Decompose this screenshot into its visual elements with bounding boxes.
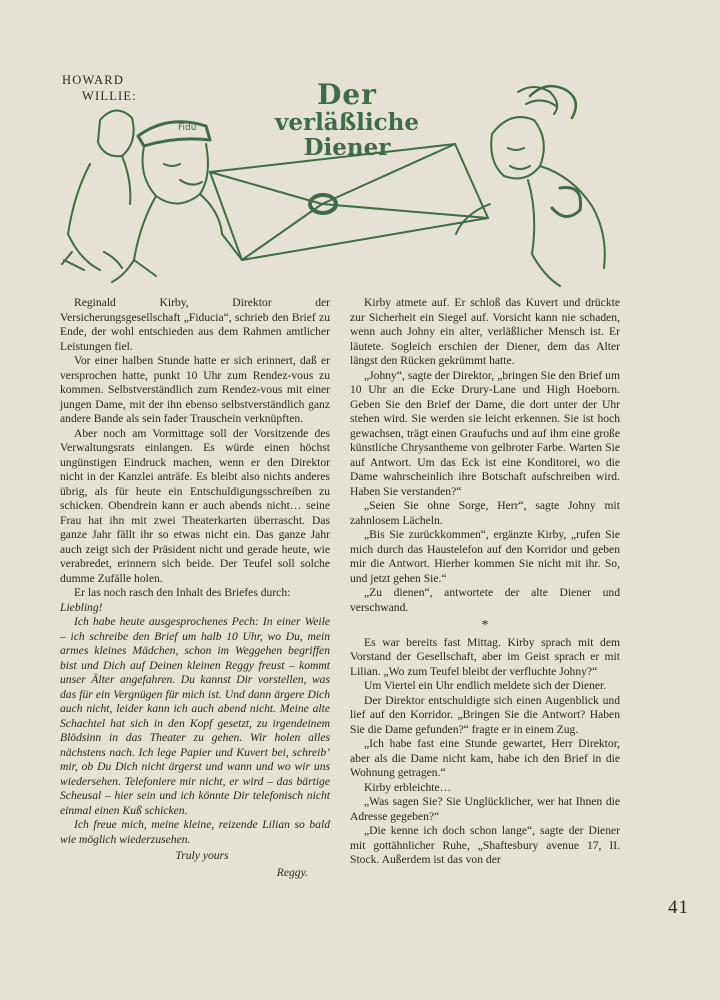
paragraph: Es war bereits fast Mittag. Kirby sprach mit dem Vorstand der Gesellschaft, aber im Geist sprach er mit Lilian. „Wo zum Teufel bleibt der verfluchte Johny?“ [350,635,620,678]
direktor-figure-icon [62,110,134,270]
left-column [60,296,330,880]
paragraph: Vor einer halben Stunde hatte er sich erinnert, daß er versprochen hatte, punkt 10 Uhr zum Rendez-vous zu kommen. Selbstverständlich zum Rendez-vous mit einer jungen Dame, mit der ihn ebenso selbstverständlich ganz andere Bande als sein fader Trauschein verknüpften. [60,354,330,425]
paragraph: „Ich habe fast eine Stunde gewartet, Herr Direktor, aber als die Dame nicht kam, habe ich den Brief in die Wohnung getragen.“ [350,737,620,779]
title-line-2: verläßliche Diener [274,109,420,161]
letter-paragraph: Ich habe heute ausgesprochenes Pech: In einer Weile – ich schreibe den Brief um halb 10 Uhr, wo Du, mein armes kleines Mädchen, schon im Weggehen begriffen bist und Dich auf Deinen kleinen Reggy freust – kommt unser Älter angefahren. Du kannst Dir vorstellen, was das für ein Vergnügen für mich ist. Und dann ärgere Dich auch nicht, leider kann ich auch abend nicht. Meine alte Schachtel hat sich in den Kopf gesetzt, zu irgendeinem Blödsinn in das Theater zu gehen. Wir holen alles nächstens nach. Ich lege Papier und Kuvert bei, schreib’ mir, ob Du Dich nicht ärgerst und wann und wo wir uns wiedersehen. Telefoniere mir nicht, er wird – das bärtige Scheusal – hier sein und ich könnte Dir telefonisch nicht einmal einen Kuß schicken. [60,615,330,817]
paragraph: „Zu dienen“, antwortete der alte Diener und verschwand. [350,586,620,614]
paragraph: Kirby erbleichte… [364,780,452,794]
letter-text [60,601,330,881]
letter-closing: Truly yours [175,849,229,862]
paragraph: Kirby atmete auf. Er schloß das Kuvert und drückte zur Sicherheit ein Siegel auf. Vorsicht kann nie schaden, wenn auch Johny ein alter, verläßlicher Mensch ist. Er läutete. Sogleich erschien der Diener, dem das Alter längst den Rücken gekrümmt hatte. [350,296,620,367]
paragraph: Reginald Kirby, Direktor der Versicherungsgesellschaft „Fiducia“, schrieb den Brief zu Ende, der wohl entschieden aus dem Rahmen amtlicher Leistungen fiel. [60,296,330,353]
paragraph: „Die kenne ich doch schon lange“, sagte der Diener mit gottähnlicher Ruhe, „Shaftesbury avenue 17, II. Stock. Außerdem ist das von der [350,824,620,866]
envelope-icon [210,144,488,260]
cap-label: Fidu [178,123,197,133]
paragraph: „Johny“, sagte der Direktor, „bringen Sie den Brief um 10 Uhr an die Ecke Drury-Lane und High Hoeborn. Geben Sie den Brief der Dame, die dort unter der Uhr stehen wird. Sie werden sie leicht erkennen. Sie ist hoch gewachsen, trägt einen Graufuchs und auf ihm eine große künstliche Chrysantheme von gelbroter Farbe. Warten Sie auf Antwort. Um das Eck ist eine Konditorei, wo die Dame wahrscheinlich ihre Botschaft aufschreiben wird. Haben Sie verstanden?“ [350,368,620,498]
author-line-2: WILLIE: [82,89,137,103]
servant-figure-icon [112,122,242,282]
letter-signature: Reggy. [276,865,308,879]
paragraph: Er las noch rasch den Inhalt des Briefes durch: [74,586,291,599]
paragraph: Um Viertel ein Uhr endlich meldete sich der Diener. [364,679,607,692]
title-line-1: Der [317,78,377,111]
letter-paragraph: Ich freue mich, meine kleine, reizende Lilian so bald wie möglich wiederzusehen. [60,818,330,846]
section-separator: * [481,618,489,633]
cartoon-envelope-illustration [60,84,620,290]
paragraph: „Seien Sie ohne Sorge, Herr“, sagte Johny mit zahnlosem Lächeln. [350,499,620,527]
paragraph: Aber noch am Vormittage soll der Vorsitzende des Verwaltungsrats einlangen. Es würde einen höchst ungünstigen Eindruck machen, wenn er den Direktor nicht in der Kanzlei anträfe. Es bleibt also nichts anderes übrig, als für heute ein Entschuldigungsschreiben zu schicken. Obendrein kann er auch abends nicht… seine Frau hat ihn mit zwei Theaterkarten überrascht. Das ganze Jahr fällt ihr so etwas nicht ein. Das ganze Jahr auch zeigt sich der Präsident nicht und gerade heute, wie verabredet, erinnern sich beide. Der Teufel soll solche dumme Zufälle holen. [60,426,330,585]
lady-figure-icon [456,87,605,286]
paragraph: „Was sagen Sie? Sie Unglücklicher, wer hat Ihnen die Adresse gegeben?“ [350,795,620,823]
right-column [350,296,620,868]
author-line-1: HOWARD [62,73,125,87]
paragraph: Der Direktor entschuldigte sich einen Augenblick und lief auf den Korridor. „Bringen Sie die Antwort? Haben Sie die Dame gefunden?“ fragte er in einem Zug. [350,693,620,736]
page-number: 41 [668,897,689,918]
letter-salutation: Liebling! [60,600,103,614]
paragraph: „Bis Sie zurückkommen“, ergänzte Kirby, „rufen Sie mich durch das Haustelefon auf den Korridor und geben mir die Antwort. Hierher kommen Sie nicht mit ihr. So, und jetzt gehen Sie.“ [350,528,620,585]
